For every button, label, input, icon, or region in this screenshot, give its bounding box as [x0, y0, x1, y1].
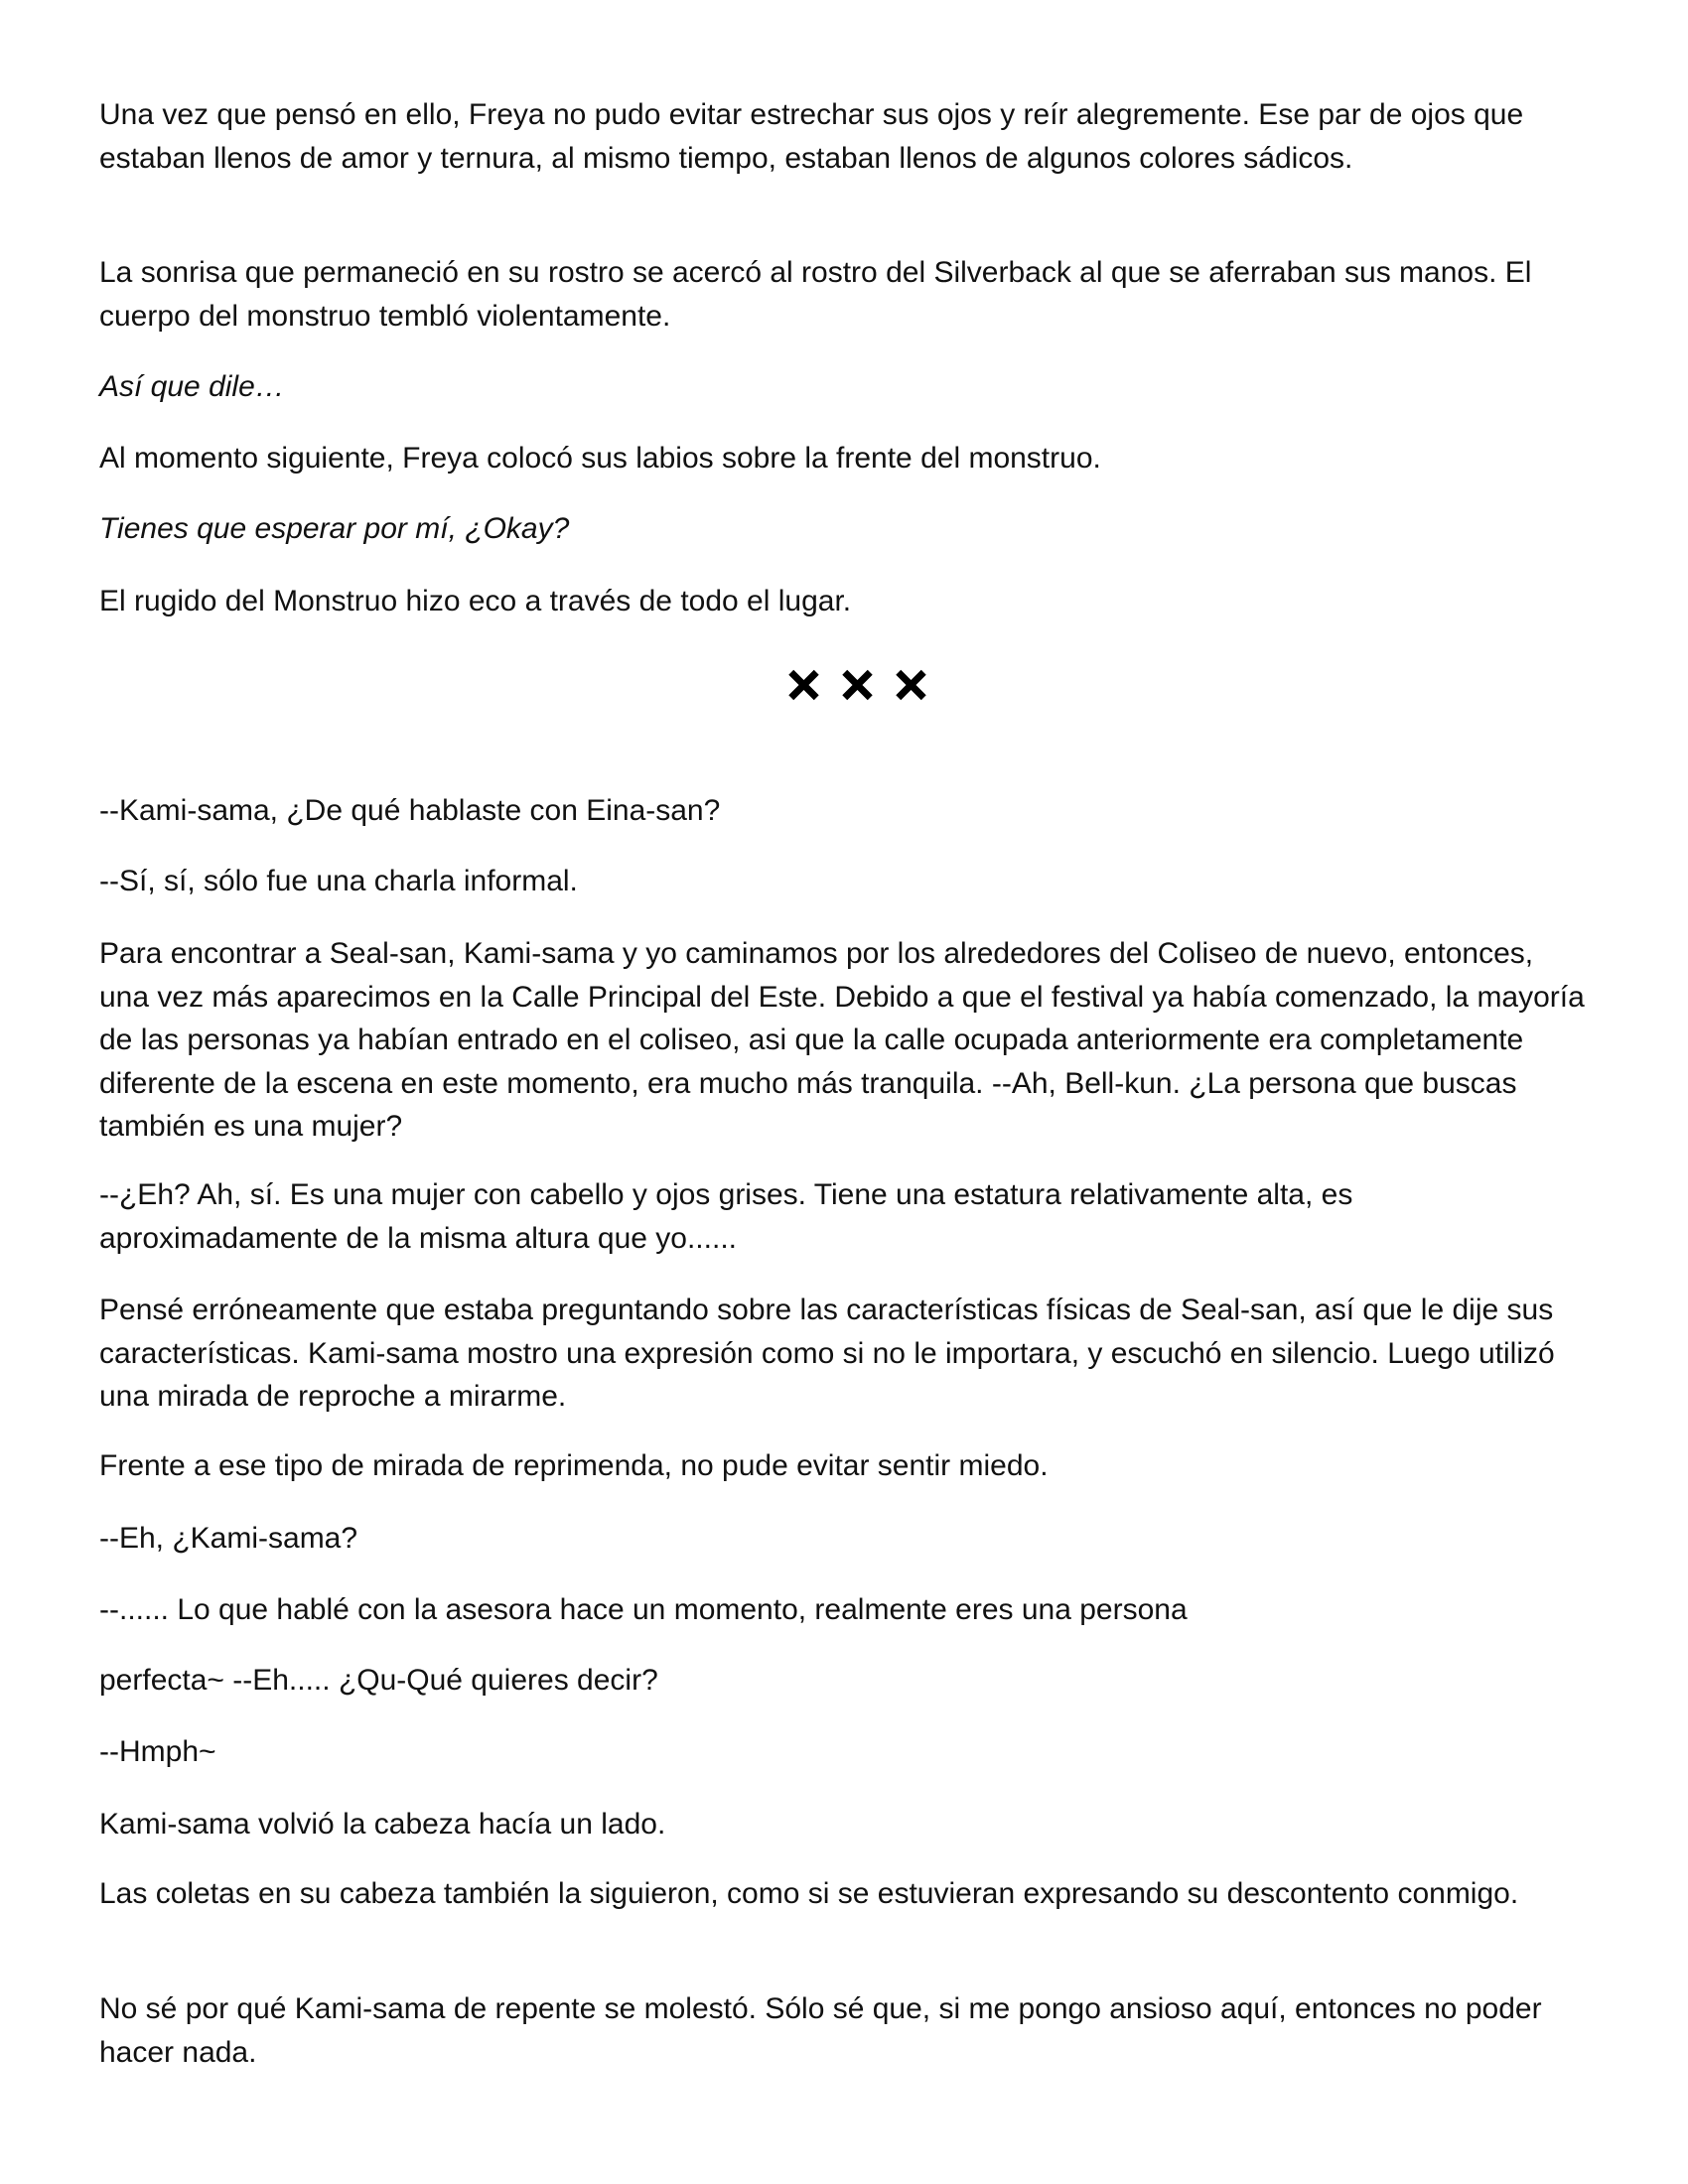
paragraph: Las coletas en su cabeza también la siguieron, como si se estuvieran expresando su descontento conmigo. — [99, 1877, 1519, 1910]
paragraph-italic: Así que dile… — [99, 370, 285, 403]
section-separator — [787, 665, 926, 705]
paragraph: perfecta~ --Eh..... ¿Qu-Qué quieres decir? — [99, 1664, 658, 1697]
paragraph: --Eh, ¿Kami-sama? — [99, 1522, 358, 1555]
cross-mark-icon — [895, 669, 926, 701]
paragraph: --Sí, sí, sólo fue una charla informal. — [99, 865, 578, 897]
paragraph: Pensé erróneamente que estaba preguntando sobre las características físicas de Seal-san, así que le dije sus características. Kami-sama mostro una expresión como si no le importara, y escuchó en silencio. Luego utilizó una mirada de reproche a mirarme. — [99, 1294, 1555, 1413]
cross-mark-icon — [841, 669, 873, 701]
paragraph: Kami-sama volvió la cabeza hacía un lado. — [99, 1808, 666, 1841]
paragraph: La sonrisa que permaneció en su rostro se acercó al rostro del Silverback al que se aferraban sus manos. El cuerpo del monstruo tembló violentamente. — [99, 256, 1532, 333]
paragraph: --...... Lo que hablé con la asesora hace un momento, realmente eres una persona — [99, 1593, 1188, 1626]
paragraph: --Hmph~ — [99, 1735, 216, 1768]
paragraph: Al momento siguiente, Freya colocó sus labios sobre la frente del monstruo. — [99, 442, 1101, 475]
paragraph: Una vez que pensó en ello, Freya no pudo evitar estrechar sus ojos y reír alegremente. Ese par de ojos que estaban llenos de amor y ternura, al mismo tiempo, estaban llenos de algunos colores sádicos. — [99, 98, 1524, 175]
paragraph-italic: Tienes que esperar por mí, ¿Okay? — [99, 512, 570, 545]
paragraph: El rugido del Monstruo hizo eco a través de todo el lugar. — [99, 585, 852, 617]
paragraph: --¿Eh? Ah, sí. Es una mujer con cabello y ojos grises. Tiene una estatura relativamente alta, es aproximadamente de la misma altura que yo...... — [99, 1178, 1353, 1255]
paragraph: Para encontrar a Seal-san, Kami-sama y yo caminamos por los alrededores del Coliseo de nuevo, entonces, una vez más aparecimos en la Calle Principal del Este. Debido a que el festival ya había comenzado, la mayoría de las personas ya habían entrado en el coliseo, asi que la calle ocupada anteriormente era completamente diferente de la escena en este momento, era mucho más tranquila. --Ah, Bell-kun. ¿La persona que buscas también es una mujer? — [99, 937, 1585, 1143]
paragraph: No sé por qué Kami-sama de repente se molestó. Sólo sé que, si me pongo ansioso aquí, entonces no poder hacer nada. — [99, 1992, 1542, 2069]
paragraph: --Kami-sama, ¿De qué hablaste con Eina-san? — [99, 794, 721, 827]
cross-mark-icon — [787, 669, 819, 701]
paragraph: Frente a ese tipo de mirada de reprimenda, no pude evitar sentir miedo. — [99, 1449, 1049, 1482]
